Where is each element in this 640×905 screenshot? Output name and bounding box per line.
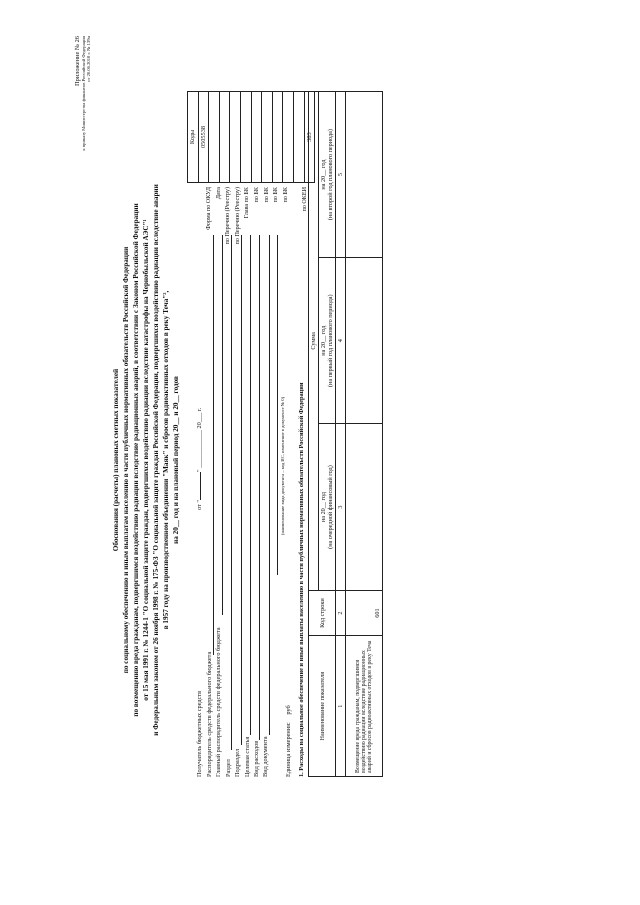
header-label-4: Подраздел [234,748,241,777]
title-line3: по возмещению вреда гражданам, подвергшимся воздействию радиации вследствие радиационных аварий, в соответствии с Законом Российской Федерации [132,203,140,717]
codes-cell [209,92,220,183]
date-mid-label: " ____________ 20___ г. [196,407,203,473]
col-y3-label: на 20__ год [320,159,327,190]
codes-cell [219,92,230,183]
col-y3-sub: (на второй год планового периода) [327,129,334,221]
row-value-y1 [346,424,383,591]
unit-value: руб [285,705,292,715]
codes-label-2: по Перечню (Реестру) [225,187,232,245]
section1-title: 1. Расходы на социальное обеспечение и иные выплаты населению в части публичных нормативных обязательств Российской Федерации [298,382,305,777]
field-line [241,235,242,745]
codes-cell [262,92,273,183]
header-label-0: Получатель бюджетных средств [196,690,203,777]
title-line1: Обоснования (расчеты) плановых сметных показателей [112,368,120,552]
appendix-line3: от 20.06.2018 г. № 139н [86,36,91,82]
col-code-header: Код строки [309,590,336,636]
field-line [250,235,251,735]
col-y2-label: на 20__ год [320,325,327,356]
codes-cell: 0505538 [198,92,209,183]
field-line [269,235,270,735]
codes-label-1: Дата [215,187,222,200]
col-y2-sub: (на первый год планового периода) [327,294,334,388]
title-line6: в 1957 году на производственном объединении "Маяк" и сбросов радиоактивных отходов в реку Теча"², [162,290,170,630]
col-y1-header [319,424,336,591]
col-y3-header [319,92,336,258]
title-line5: и Федеральным законом от 26 ноября 1998 г. № 175-ФЗ "О социальной защите граждан Российской Федерации, подвергшихся воздействию радиации вследствие аварии [152,184,160,736]
date-line [196,408,203,510]
header-label-5: Целевая статья [244,736,251,777]
section1-table [308,91,383,777]
col-name-header: Наименование показателя [309,636,336,777]
unit-label: Единица измерения: [285,722,292,777]
col-y2-header [319,258,336,424]
codes-label-7: по БК [273,187,280,203]
codes-table [187,91,315,183]
appendix-line1: Приложение № 26 [74,36,81,86]
codes-label-0: Форма по ОКУД [206,187,212,230]
col-y1-label: на 20__ год [320,492,327,523]
title-line2: по социальному обеспечению и иным выплатам населению в части публичных нормативных обязательств Российской Федерации [122,246,130,674]
header-label-1: Распорядитель средств федерального бюджета [206,651,213,777]
row-value-y2 [346,258,383,424]
appendix-block [74,36,91,151]
appendix-line2: к приказу Министерства финансов Российской Федерации [81,36,86,151]
header-label-7: Вид документа [262,736,269,777]
date-day-blank [200,472,201,500]
col-sum-header: Сумма [309,92,319,591]
header-label-2: Главный распорядитель средств федерального бюджета [215,627,222,777]
codes-label-10: по ОКЕИ [301,187,308,212]
col-num: 4 [336,258,346,424]
codes-cell [293,92,304,183]
title-line4: от 15 мая 1991 г. № 1244-1 "О социальной защите граждан, подвергшихся воздействию радиации вследствие катастрофы на Чернобыльской АЭС"¹ [142,219,150,701]
codes-cell [230,92,241,183]
row-value-y3 [346,92,383,258]
codes-labels [206,187,312,305]
col-y1-sub: (на очередной финансовый год) [327,465,334,549]
codes-cell [240,92,251,183]
codes-label-5: по БК [253,187,260,203]
header-label-3: Раздел [225,759,232,777]
codes-cell [251,92,262,183]
codes-label-3: по Перечню (Реестру) [234,187,241,245]
col-num: 2 [336,590,346,636]
date-note: (наименование вида документа – код ИС, изменение в документе № 0) [280,396,285,535]
col-num: 1 [336,636,346,777]
codes-label-8: по БК [282,187,289,203]
date-from-label: от " [196,500,203,510]
title-line7: на 20__ год и на плановый период 20__ и 20__ годов [172,376,180,544]
codes-cell [283,92,294,183]
codes-cell [272,92,283,183]
codes-cell: 383 [304,92,315,183]
row-name: Возмещение вреда гражданам, подвергшимся воздействию радиации вследствие радиационных аварий и сбросов радиоактивных отходов в реку Теча [346,636,383,777]
codes-label-6: по БК [263,187,270,203]
col-num: 5 [336,92,346,258]
field-line [231,235,232,750]
field-line [259,235,260,740]
unit-line [285,705,292,777]
row-code: 601 [346,590,383,636]
codes-label-9 [292,187,302,305]
header-label-6: Вид расходов [253,740,260,777]
codes-header: Коды [188,92,199,183]
col-num: 3 [336,424,346,591]
codes-label-4: Глава по БК [244,187,251,219]
